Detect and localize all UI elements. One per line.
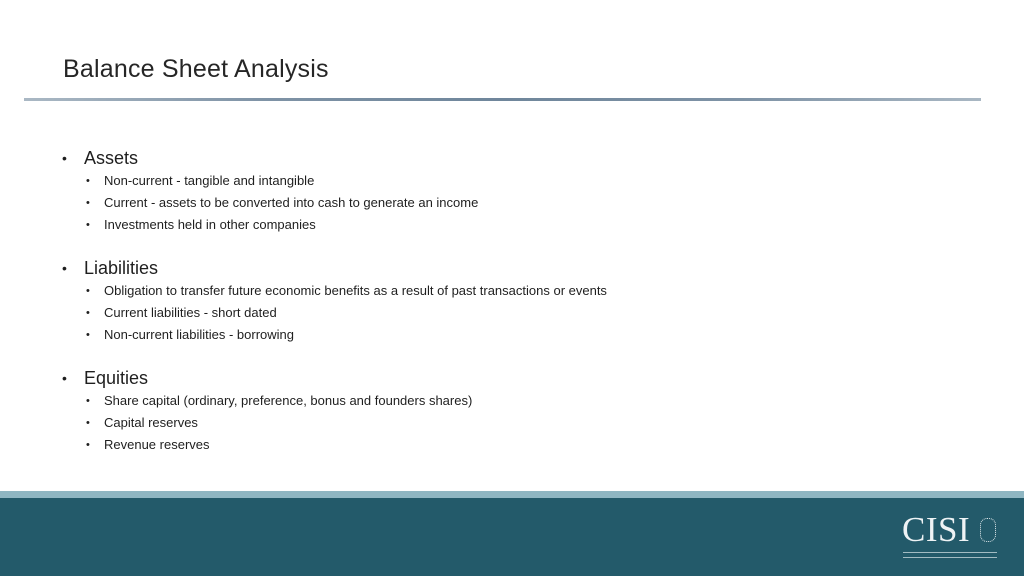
bullet-equities — [62, 366, 962, 390]
sub-list — [62, 170, 962, 236]
section-heading: Liabilities — [84, 258, 159, 278]
bullet-icon: • — [86, 175, 90, 187]
cisi-logo — [902, 512, 998, 562]
bullet-icon: • — [62, 370, 67, 386]
bullet-icon: • — [86, 439, 90, 451]
bullet-icon: • — [86, 395, 90, 407]
section-heading: Assets — [84, 148, 139, 168]
bullet-icon: • — [62, 150, 67, 166]
section-liabilities — [62, 256, 962, 346]
logo-wordmark: CISI — [902, 510, 971, 549]
bullet-assets — [62, 146, 962, 170]
sub-list — [62, 280, 962, 346]
list-item: • Share capital (ordinary, preference, bonus and founders shares) — [62, 390, 962, 412]
bullet-icon: • — [86, 197, 90, 209]
list-item: • Capital reserves — [62, 412, 962, 434]
bullet-icon: • — [86, 219, 90, 231]
slide-title: Balance Sheet Analysis — [63, 55, 329, 83]
bullet-icon: • — [86, 285, 90, 297]
bullet-icon: • — [62, 260, 67, 276]
section-equities — [62, 366, 962, 456]
bullet-icon: • — [86, 307, 90, 319]
list-item: • Current liabilities - short dated — [62, 302, 962, 324]
list-item: • Revenue reserves — [62, 434, 962, 456]
list-item: • Current - assets to be converted into cash to generate an income — [62, 192, 962, 214]
bullet-icon: • — [86, 417, 90, 429]
footer-band — [0, 498, 1024, 576]
bullet-icon: • — [86, 329, 90, 341]
list-item: • Investments held in other companies — [62, 214, 962, 236]
footer-accent-strip — [0, 491, 1024, 498]
list-item: • Obligation to transfer future economic benefits as a result of past transactions or events — [62, 280, 962, 302]
section-heading: Equities — [84, 368, 149, 388]
bullet-liabilities — [62, 256, 962, 280]
logo-tagline-line — [903, 552, 997, 553]
sub-list — [62, 390, 962, 456]
seal-icon — [980, 518, 996, 542]
title-divider — [24, 98, 981, 101]
slide-content — [62, 146, 962, 476]
list-item: • Non-current - tangible and intangible — [62, 170, 962, 192]
section-assets — [62, 146, 962, 236]
logo-tagline-line — [903, 557, 997, 558]
list-item: • Non-current liabilities - borrowing — [62, 324, 962, 346]
